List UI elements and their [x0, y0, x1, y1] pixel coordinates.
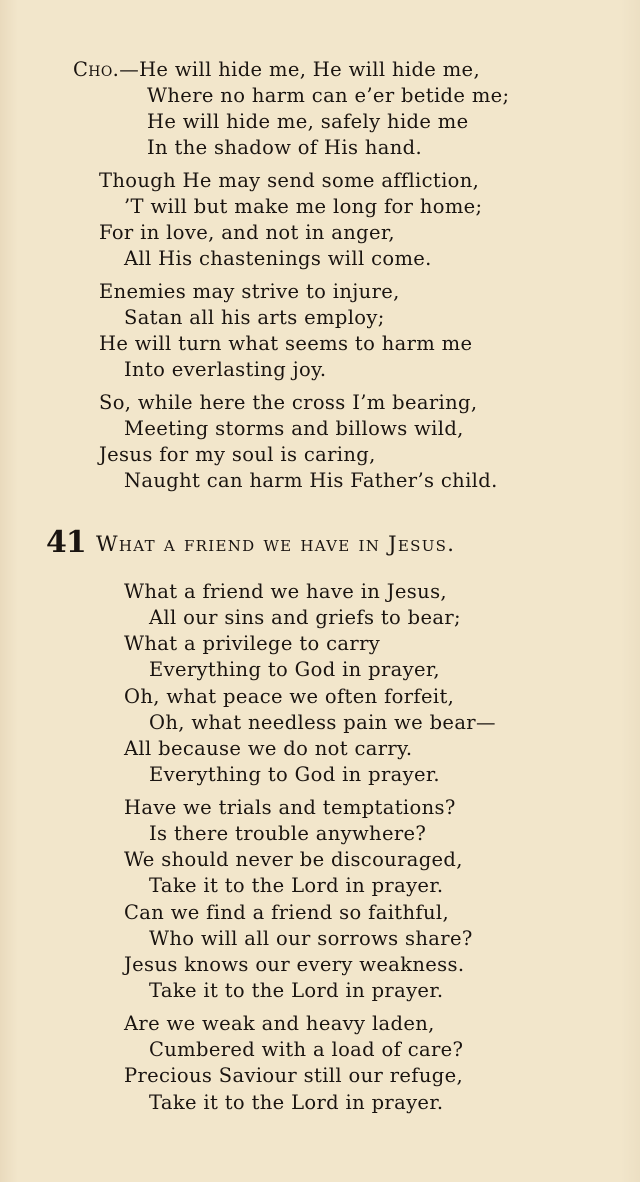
verse-line: All because we do not carry.: [124, 737, 413, 760]
verse-line: Jesus knows our every weakness.: [124, 953, 465, 976]
verse-line: He will turn what seems to harm me: [99, 332, 473, 355]
chorus-line: [73, 57, 480, 83]
verse-line: Everything to God in prayer.: [149, 763, 440, 786]
hymn-title: What a friend we have in Jesus.: [96, 532, 456, 556]
chorus-line: He will hide me, safely hide me: [147, 110, 469, 133]
verse-line: Precious Saviour still our refuge,: [124, 1064, 464, 1087]
verse-line: Meeting storms and billows wild,: [124, 417, 464, 440]
verse-line: What a privilege to carry: [124, 632, 381, 655]
verse-line: Into everlasting joy.: [124, 358, 327, 381]
chorus-line: Where no harm can e’er betide me;: [147, 84, 510, 107]
verse-line: Is there trouble anywhere?: [149, 822, 427, 845]
verse-line: Everything to God in prayer,: [149, 658, 440, 681]
verse-line: Can we find a friend so faithful,: [124, 901, 449, 924]
chorus-label: Cho.: [73, 58, 120, 81]
chorus-line: In the shadow of His hand.: [147, 136, 423, 159]
verse-line: Though He may send some affliction,: [99, 169, 480, 192]
verse-line: Take it to the Lord in prayer.: [149, 979, 444, 1002]
verse-line: Oh, what peace we often forfeit,: [124, 685, 455, 708]
hymn-number: 41: [46, 525, 86, 560]
verse-line: Take it to the Lord in prayer.: [149, 1091, 444, 1114]
verse-line: Have we trials and temptations?: [124, 796, 456, 819]
verse-line: All His chastenings will come.: [124, 247, 432, 270]
verse-line: Satan all his arts employ;: [124, 306, 385, 329]
verse-line: Enemies may strive to injure,: [99, 280, 400, 303]
verse-line: Who will all our sorrows share?: [149, 927, 473, 950]
verse-line: All our sins and griefs to bear;: [149, 606, 461, 629]
verse-line: For in love, and not in anger,: [99, 221, 395, 244]
verse-line: Jesus for my soul is caring,: [99, 443, 376, 466]
verse-line: We should never be discouraged,: [124, 848, 463, 871]
chorus-line-text: —He will hide me, He will hide me,: [119, 58, 480, 81]
verse-line: Cumbered with a load of care?: [149, 1038, 464, 1061]
verse-line: Naught can harm His Father’s child.: [124, 469, 498, 492]
verse-line: ’T will but make me long for home;: [124, 195, 483, 218]
verse-line: So, while here the cross I’m bearing,: [99, 391, 478, 414]
verse-line: Take it to the Lord in prayer.: [149, 874, 444, 897]
verse-line: Are we weak and heavy laden,: [124, 1012, 435, 1035]
verse-line: What a friend we have in Jesus,: [124, 580, 447, 603]
verse-line: Oh, what needless pain we bear—: [149, 711, 496, 734]
